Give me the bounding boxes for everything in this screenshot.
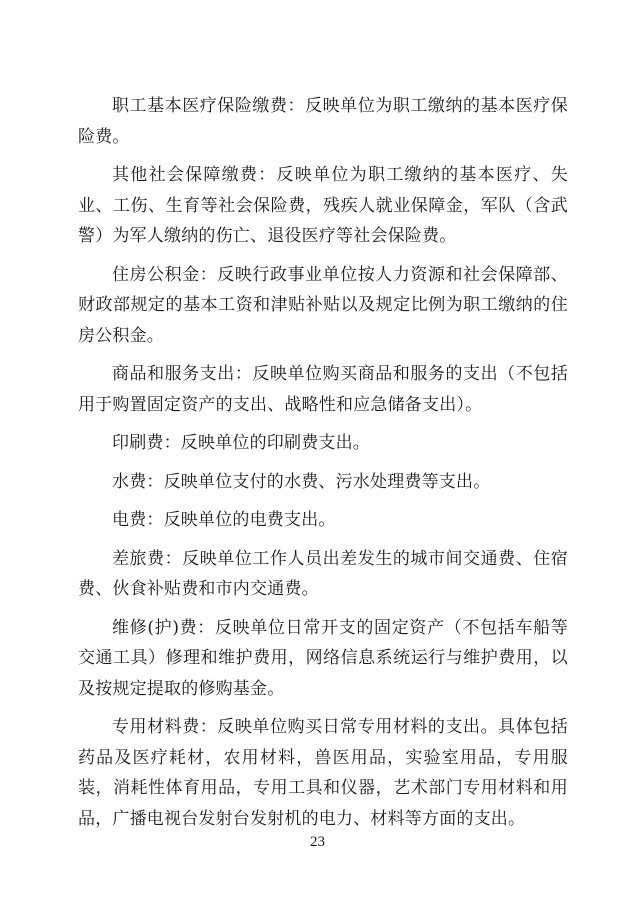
paragraph-electricity-fee: 电费：反映单位的电费支出。 [112,510,336,530]
paragraph-goods-services: 商品和服务支出：反映单位购买商品和服务的支出（不包括用于购置固定资产的支出、战略性和应急储备支出）。 [78,364,568,415]
paragraph-maintenance-fee: 维修(护)费：反映单位日常开支的固定资产（不包括车船等交通工具）修理和维护费用，网络信息系统运行与维护费用，以及按规定提取的修购基金。 [78,617,568,699]
paragraph-printing-fee: 印刷费：反映单位的印刷费支出。 [112,433,370,453]
paragraph-special-materials: 专用材料费：反映单位购买日常专用材料的支出。具体包括药品及医疗耗材，农用材料，兽医用品，实验室用品，专用服装，消耗性体育用品，专用工具和仪器，艺术部门专用材料和用品，广播电视台发射台发射机的电力、材料等方面的支出。 [78,717,568,829]
paragraph-housing-fund: 住房公积金：反映行政事业单位按人力资源和社会保障部、财政部规定的基本工资和津贴补贴以及规定比例为职工缴纳的住房公积金。 [78,264,568,346]
document-body [78,91,568,842]
paragraph-medical-insurance: 职工基本医疗保险缴费：反映单位为职工缴纳的基本医疗保险费。 [78,96,568,147]
paragraph-travel-expenses: 差旅费：反映单位工作人员出差发生的城市间交通费、住宿费、伙食补贴费和市内交通费。 [78,548,568,599]
paragraph-water-fee: 水费：反映单位支付的水费、污水处理费等支出。 [112,471,491,492]
page-number: 23 [310,834,325,850]
paragraph-other-social-security: 其他社会保障缴费：反映单位为职工缴纳的基本医疗、失业、工伤、生育等社会保险费，残疾人就业保障金，军队（含武警）为军人缴纳的伤亡、退役医疗等社会保险费。 [78,165,568,246]
